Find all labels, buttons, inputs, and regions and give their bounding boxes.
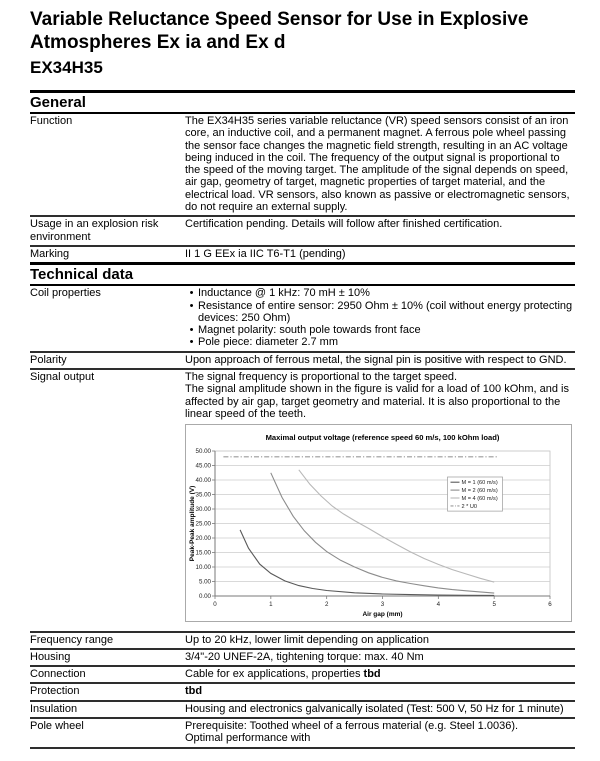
table-row	[30, 684, 575, 701]
bullet-line	[185, 324, 575, 336]
bullet-marker: •	[189, 287, 194, 300]
bullet-marker: •	[189, 324, 194, 337]
bold-value: tbd	[363, 668, 381, 681]
row-label: Connection	[30, 668, 86, 681]
value-line: II 1 G EEx ia IIC T6-T1 (pending)	[185, 247, 346, 260]
svg-text:1: 1	[269, 601, 273, 609]
bullet-text: Pole piece: diameter 2.7 mm	[198, 336, 339, 349]
bullet-line	[185, 287, 575, 299]
table-row	[30, 247, 575, 262]
row-label: Protection	[30, 685, 80, 698]
value-line: Optimal performance with	[185, 732, 311, 745]
value-line: The EX34H35 series variable reluctance (VR) speed sensors consist of an iron core, an inductive coil, and a permanent magnet. A ferrous pole wheel passing the sensor face changes the magnetic field strength, resulting in an AC voltage being induced in the coil. The frequency of the output signal is proportional to the speed of the moving target. The amplitude of the signal depends on speed, air gap, geometry of target, magnetic properties of target material, and the electrical load. VR sensors, also known as passive or electromagnetic sensors, do not require an external supply.	[185, 115, 570, 214]
value-line	[185, 685, 575, 697]
row-label: Marking	[30, 247, 70, 260]
legend-label-1: M = 2 (60 m/s)	[461, 488, 498, 495]
value-line: The signal amplitude shown in the figure is valid for a load of 100 kOhm, and is affected by air gap, target geometry and material. It is also proportional to the linear speed of the teeth.	[185, 383, 569, 420]
technical-rows	[30, 286, 575, 748]
svg-text:4: 4	[436, 601, 441, 609]
row-label: Function	[30, 115, 73, 127]
svg-text:10.00: 10.00	[195, 564, 211, 572]
svg-text:45.00: 45.00	[195, 462, 211, 470]
svg-text:50.00: 50.00	[195, 448, 211, 456]
svg-text:40.00: 40.00	[195, 477, 211, 485]
value-line: Upon approach of ferrous metal, the signal pin is positive with respect to GND.	[185, 353, 567, 366]
section-heading-technical-data: Technical data	[30, 262, 575, 286]
bullet-text: Resistance of entire sensor: 2950 Ohm ± 10% (coil without energy protecting devices: 250 Ohm)	[198, 299, 573, 324]
table-row	[30, 633, 575, 650]
svg-text:0: 0	[213, 601, 217, 609]
row-value	[185, 287, 575, 348]
value-line: The signal frequency is proportional to the target speed.	[185, 371, 458, 384]
svg-text:35.00: 35.00	[195, 491, 211, 499]
svg-text:25.00: 25.00	[195, 520, 211, 528]
row-value	[185, 651, 575, 663]
row-value	[185, 248, 575, 260]
row-label: Frequency range	[30, 633, 114, 646]
row-value	[185, 354, 575, 366]
table-row	[30, 353, 575, 370]
legend-label-3: 2 * U0	[461, 504, 478, 511]
row-value	[185, 634, 575, 646]
section-general	[30, 90, 575, 262]
row-label: Polarity	[30, 353, 67, 366]
value-line: Certification pending. Details will follow after finished certification.	[185, 218, 503, 231]
svg-text:5.00: 5.00	[198, 578, 211, 586]
bullet-line	[185, 336, 575, 348]
general-rows	[30, 114, 575, 262]
row-value	[185, 115, 575, 213]
row-label: Signal output	[30, 371, 95, 384]
table-row	[30, 667, 575, 684]
svg-text:3: 3	[380, 601, 385, 609]
value-line: Prerequisite: Toothed wheel of a ferrous material (e.g. Steel 1.0036).	[185, 720, 519, 733]
y-axis-label: Peak-Peak amplitude (V)	[189, 485, 196, 562]
svg-text:6: 6	[548, 601, 552, 609]
chart-legend	[448, 477, 503, 511]
table-row	[30, 217, 575, 247]
bullet-text: Magnet polarity: south pole towards front face	[198, 324, 421, 337]
row-label: Coil properties	[30, 287, 101, 300]
x-axis-label: Air gap (mm)	[362, 611, 403, 619]
row-value	[185, 371, 575, 628]
row-value	[185, 720, 575, 745]
row-label: Insulation	[30, 702, 78, 715]
row-label: Usage in an explosion risk environment	[30, 218, 159, 243]
bold-value: tbd	[185, 685, 203, 698]
table-row	[30, 370, 575, 632]
value-line: Housing and electronics galvanically isolated (Test: 500 V, 50 Hz for 1 minute)	[185, 702, 564, 715]
model-number: EX34H35	[30, 58, 103, 77]
section-heading-general: General	[30, 90, 575, 114]
bullet-line	[185, 300, 575, 325]
svg-text:30.00: 30.00	[195, 506, 211, 514]
svg-text:15.00: 15.00	[195, 549, 211, 557]
legend-label-0: M = 1 (60 m/s)	[461, 480, 498, 487]
legend-label-2: M = 4 (60 m/s)	[461, 496, 498, 503]
value-line: 3/4"-20 UNEF-2A, tightening torque: max. 40 Nm	[185, 650, 424, 663]
page-title-line2: Atmospheres Ex ia and Ex d	[30, 32, 286, 53]
signal-output-chart	[185, 424, 575, 625]
svg-text:5: 5	[492, 601, 496, 609]
row-value	[185, 668, 575, 680]
bullet-text: Inductance @ 1 kHz: 70 mH ± 10%	[198, 287, 370, 300]
chart-title: Maximal output voltage (reference speed 60 m/s, 100 kOhm load)	[265, 433, 500, 443]
table-row	[30, 702, 575, 719]
bullet-marker: •	[189, 336, 194, 349]
svg-text:0.00: 0.00	[198, 593, 211, 601]
table-row	[30, 114, 575, 217]
row-value	[185, 685, 575, 697]
row-label: Pole wheel	[30, 720, 84, 733]
chart-svg	[185, 424, 572, 622]
row-value	[185, 703, 575, 715]
table-row	[30, 719, 575, 749]
svg-text:20.00: 20.00	[195, 535, 211, 543]
table-row	[30, 286, 575, 352]
page-title-line1: Variable Reluctance Speed Sensor for Use in Explosive	[30, 9, 529, 30]
table-row	[30, 650, 575, 667]
bullet-marker: •	[189, 299, 194, 312]
row-value	[185, 218, 575, 243]
section-technical-data	[30, 262, 575, 748]
value-line: Cable for ex applications, properties tbd	[185, 668, 381, 681]
value-line: Up to 20 kHz, lower limit depending on application	[185, 633, 429, 646]
row-label: Housing	[30, 650, 71, 663]
svg-text:2: 2	[324, 601, 329, 609]
